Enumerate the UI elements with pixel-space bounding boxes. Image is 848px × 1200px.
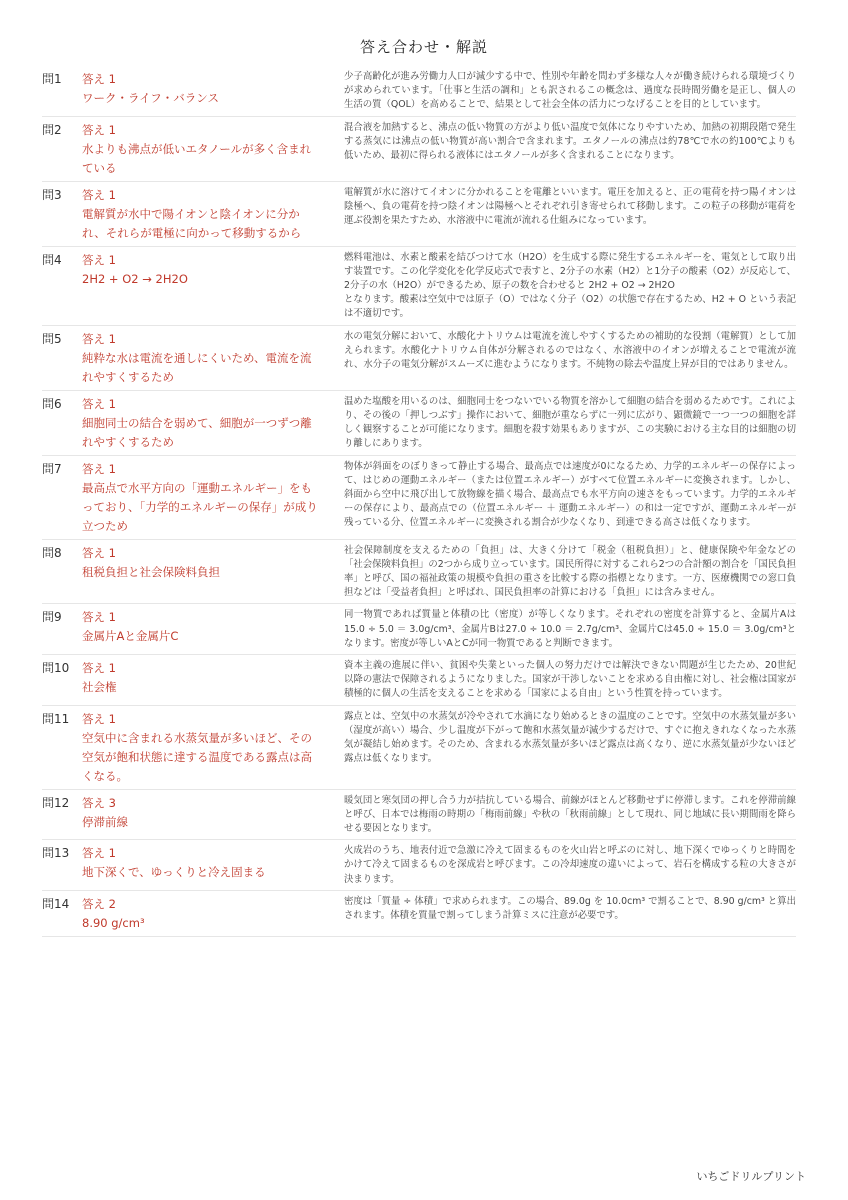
explanation-text: 水の電気分解において、水酸化ナトリウムは電流を流しやすくするための補助的な役割（電解質）として加えられます。水酸化ナトリウム自体が分解されるのではなく、水溶液中のイオンが増えることで電流が流れ、水分子の電気分解がスムーズに進むようになります。不純物の除去や温度上昇が目的ではありません。 xyxy=(344,330,796,371)
answer-text: 最高点で水平方向の「運動エネルギー」をもっており、「力学的エネルギーの保存」が成り立つため xyxy=(82,480,318,533)
explanation-text: 温めた塩酸を用いるのは、細胞同士をつないでいる物質を溶かして細胞の結合を弱めるためです。これにより、その後の「押しつぶす」操作において、細胞が重ならずに一列に広がり、顕微鏡で一つ一つの細胞を詳しく観察することが可能になります。細胞を殺す効果もありますが、この実験における主な目的は細胞の切り離しにあります。 xyxy=(344,395,796,450)
question-number: 問5 xyxy=(42,331,62,346)
answer-block xyxy=(82,895,328,933)
answer-row xyxy=(42,66,796,117)
answer-block xyxy=(82,608,328,651)
answer-text: 水よりも沸点が低いエタノールが多く含まれている xyxy=(82,141,312,175)
answer-row xyxy=(42,182,796,247)
answer-choice-label: 答え 1 xyxy=(82,661,116,676)
explanation-text: 社会保障制度を支えるための「負担」は、大きく分けて「税金（租税負担）」と、健康保険や年金などの「社会保険料負担」の2つから成り立っています。国民所得に対するこれら2つの合計額の割合を「国民負担率」と呼び、国の福祉政策の規模や負担の重さを比較する際の指標となります。一方、医療機関での窓口負担などは「受益者負担」と呼ばれ、国民負担率の計算における「負担」には含みません。 xyxy=(344,544,796,599)
explanation-text: 混合液を加熱すると、沸点の低い物質の方がより低い温度で気体になりやすいため、加熱の初期段階で発生する蒸気には沸点の低い物質が高い割合で含まれます。エタノールの沸点は約78℃で水の約100℃よりも低いため、最初に得られる液体にはエタノールが多く含まれることになります。 xyxy=(344,121,796,162)
answer-block xyxy=(82,330,328,387)
answer-row xyxy=(42,604,796,655)
question-number: 問4 xyxy=(42,252,62,267)
explanation-text: 資本主義の進展に伴い、貧困や失業といった個人の努力だけでは解決できない問題が生じたため、20世紀以降の憲法で保障されるようになりました。国家が干渉しないことを求める自由権に対し、社会権は国家が積極的に個人の生活を支えることを求める「国家による自由」という性質を持っています。 xyxy=(344,660,796,700)
explanation-text: 密度は「質量 ÷ 体積」で求められます。この場合、89.0g を 10.0cm³ で割ることで、8.90 g/cm³ と算出されます。体積を質量で割ってしまう計算ミスに注意が必要です。 xyxy=(344,895,796,922)
question-number: 問11 xyxy=(42,711,70,726)
question-number: 問9 xyxy=(42,610,62,625)
question-number: 問6 xyxy=(42,396,62,411)
answer-choice-label: 答え 1 xyxy=(82,72,116,86)
question-number: 問7 xyxy=(42,461,62,476)
answer-block xyxy=(82,710,328,786)
explanation-text: 露点とは、空気中の水蒸気が冷やされて水滴になり始めるときの温度のことです。空気中の水蒸気量が多い（湿度が高い）場合、少し温度が下がって飽和水蒸気量が減少するだけで、すぐに抱えきれなくなった水蒸気が凝結し始めます。そのため、含まれる水蒸気量が多いほど露点は高くなり、逆に水蒸気量が少ないほど露点は低くなります。 xyxy=(344,710,796,765)
answer-choice-label: 答え 3 xyxy=(82,795,116,810)
answer-choice-label: 答え 1 xyxy=(82,122,116,137)
answer-block xyxy=(82,121,328,178)
answer-choice-label: 答え 1 xyxy=(82,252,116,267)
answer-row xyxy=(42,247,796,326)
explanation-text: 暖気団と寒気団の押し合う力が拮抗している場合、前線がほとんど移動せずに停滞します。これを停滞前線と呼び、日本では梅雨の時期の「梅雨前線」や秋の「秋雨前線」として現れ、同じ地域に長い期間雨を降らせる要因となります。 xyxy=(344,794,796,835)
page-title: 答え合わせ・解説 xyxy=(359,38,488,56)
answer-text: 停滞前線 xyxy=(82,814,128,829)
answer-row xyxy=(42,706,796,790)
answer-text: 社会権 xyxy=(82,680,117,695)
answer-row xyxy=(42,326,796,391)
explanation-text: 燃料電池は、水素と酸素を結びつけて水（H2O）を生成する際に発生するエネルギーを、電気として取り出す装置です。この化学変化を化学反応式で表すと、2分子の水素（H2）と1分子の酸素（O2）が反応して、2分子の水（H2O）ができるため、原子の数を合わせると 2H2 + O2 → 2H2O となります。酸素は空気中では原子（O）ではなく分子（O2）の状態で存在するため、H2 + O という表記は不適切です。 xyxy=(344,251,796,320)
explanation-text: 火成岩のうち、地表付近で急激に冷えて固まるものを火山岩と呼ぶのに対し、地下深くでゆっくりと時間をかけて冷えて固まるものを深成岩と呼びます。この冷却速度の違いによって、岩石を構成する粒の大きさが決まります。 xyxy=(344,845,796,885)
answer-choice-label: 答え 1 xyxy=(82,545,116,560)
answer-block xyxy=(82,794,328,837)
answer-row xyxy=(42,117,796,182)
answer-choice-label: 答え 1 xyxy=(82,396,116,411)
explanation-text: 少子高齢化が進み労働力人口が減少する中で、性別や年齢を問わず多様な人々が働き続けられる環境づくりが求められています。「仕事と生活の調和」とも訳されるこの概念は、過度な長時間労働を是正し、個人の生活の質（QOL）を高めることで、結果として社会全体の活力につなげることを目的としています。 xyxy=(344,71,796,111)
answer-row xyxy=(42,456,796,540)
answer-text: 純粋な水は電流を通しにくいため、電流を流れやすくするため xyxy=(82,350,312,384)
answer-text: 8.90 g/cm³ xyxy=(82,915,145,930)
answer-text: 細胞同士の結合を弱めて、細胞が一つずつ離れやすくするため xyxy=(82,415,312,449)
answer-choice-label: 答え 1 xyxy=(82,610,116,625)
answer-text: 金属片Aと金属片C xyxy=(82,629,179,644)
question-number: 問3 xyxy=(42,187,62,202)
answer-text: 2H2 + O2 → 2H2O xyxy=(82,271,188,286)
answer-text: 地下深くで、ゆっくりと冷え固まる xyxy=(82,865,266,880)
answer-text: 電解質が水中で陽イオンと陰イオンに分かれ、それらが電極に向かって移動するから xyxy=(82,206,302,240)
answer-choice-label: 答え 1 xyxy=(82,461,116,476)
answer-block xyxy=(82,251,328,322)
question-number: 問14 xyxy=(42,896,70,911)
answer-block xyxy=(82,186,328,243)
answer-choice-label: 答え 1 xyxy=(82,711,116,726)
answer-block xyxy=(82,544,328,601)
footer-brand: いちごドリルプリント xyxy=(696,1170,806,1183)
answer-block xyxy=(82,460,328,536)
answer-text: 空気中に含まれる水蒸気量が多いほど、その空気が飽和状態に達する温度である露点は高くなる。 xyxy=(82,730,312,783)
answer-block xyxy=(82,659,328,702)
answer-block xyxy=(82,395,328,452)
answer-choice-label: 答え 1 xyxy=(82,846,116,861)
answer-row xyxy=(42,790,796,841)
answer-choice-label: 答え 1 xyxy=(82,187,116,202)
explanation-text: 物体が斜面をのぼりきって静止する場合、最高点では速度が0になるため、力学的エネルギーの保存によって、はじめの運動エネルギー（または位置エネルギー）がすべて位置エネルギーに変換されます。しかし、斜面から空中に飛び出して放物線を描く場合、最高点でも水平方向の速さをもっています。力学的エネルギーの保存により、最高点での（位置エネルギー ＋ 運動エネルギー）の和は一定ですが、運動エネルギーが残っている分、位置エネルギーに変換される割合が少なくなり、到達できる高さは低くなります。 xyxy=(344,460,796,529)
answer-row xyxy=(42,891,796,937)
question-number: 問10 xyxy=(42,661,70,676)
answer-row xyxy=(42,391,796,456)
answer-block xyxy=(82,844,328,887)
answer-list xyxy=(42,66,796,937)
explanation-text: 同一物質であれば質量と体積の比（密度）が等しくなります。それぞれの密度を計算すると、金属片Aは15.0 ÷ 5.0 ＝ 3.0g/cm³、金属片Bは27.0 ÷ 10.0 ＝ 2.7g/cm³、金属片Cは45.0 ÷ 15.0 ＝ 3.0g/cm³となります。密度が等しいAとCが同一物質であると判断できます。 xyxy=(344,609,796,649)
question-number: 問12 xyxy=(42,795,70,810)
answer-block xyxy=(82,70,328,113)
question-number: 問13 xyxy=(42,846,70,861)
answer-row xyxy=(42,540,796,605)
question-number: 問8 xyxy=(42,545,62,560)
answer-choice-label: 答え 2 xyxy=(82,896,116,911)
answer-text: 租税負担と社会保険料負担 xyxy=(82,564,220,579)
explanation-text: 電解質が水に溶けてイオンに分かれることを電離といいます。電圧を加えると、正の電荷を持つ陽イオンは陰極へ、負の電荷を持つ陰イオンは陽極へとそれぞれ引き寄せられて移動します。この粒子の移動が電荷を運ぶ役割を果たすため、水溶液中に電流が流れる仕組みになっています。 xyxy=(344,186,796,227)
answer-row xyxy=(42,840,796,891)
question-number: 問2 xyxy=(42,122,62,137)
answer-choice-label: 答え 1 xyxy=(82,331,116,346)
question-number: 問1 xyxy=(42,72,62,86)
answer-text: ワーク・ライフ・バランス xyxy=(82,91,219,105)
answer-row xyxy=(42,655,796,706)
